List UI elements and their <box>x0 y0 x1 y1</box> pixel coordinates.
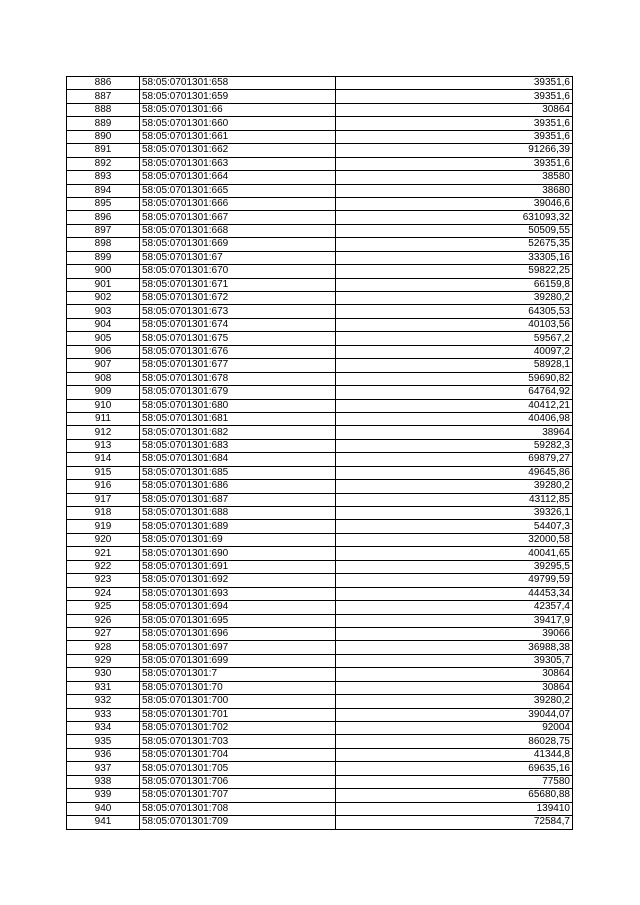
table-row <box>67 748 573 761</box>
table-row <box>67 399 573 412</box>
cadastral-number: 58:05:0701301:691 <box>140 560 336 573</box>
cadastral-number: 58:05:0701301:658 <box>140 77 336 90</box>
table-row <box>67 601 573 614</box>
table-row <box>67 533 573 546</box>
row-number: 891 <box>67 144 140 157</box>
table-row <box>67 802 573 815</box>
cadastral-value: 40097,2 <box>336 345 573 358</box>
row-number: 922 <box>67 560 140 573</box>
row-number: 926 <box>67 614 140 627</box>
row-number: 904 <box>67 318 140 331</box>
table-row <box>67 493 573 506</box>
table-row <box>67 386 573 399</box>
cadastral-value: 92004 <box>336 722 573 735</box>
row-number: 911 <box>67 412 140 425</box>
table-row <box>67 762 573 775</box>
table-row <box>67 332 573 345</box>
cadastral-value: 64305,53 <box>336 305 573 318</box>
cadastral-number: 58:05:0701301:684 <box>140 453 336 466</box>
cadastral-value: 39066 <box>336 627 573 640</box>
table-row <box>67 184 573 197</box>
row-number: 905 <box>67 332 140 345</box>
table-row <box>67 426 573 439</box>
cadastral-value: 39326,1 <box>336 507 573 520</box>
row-number: 901 <box>67 278 140 291</box>
table-row <box>67 265 573 278</box>
row-number: 886 <box>67 77 140 90</box>
cadastral-number: 58:05:0701301:688 <box>140 507 336 520</box>
cadastral-number: 58:05:0701301:680 <box>140 399 336 412</box>
cadastral-number: 58:05:0701301:707 <box>140 789 336 802</box>
cadastral-number: 58:05:0701301:681 <box>140 412 336 425</box>
table-row <box>67 816 573 829</box>
cadastral-value: 64764,92 <box>336 386 573 399</box>
cadastral-number: 58:05:0701301:666 <box>140 197 336 210</box>
cadastral-value: 39046,6 <box>336 197 573 210</box>
table-row <box>67 211 573 224</box>
row-number: 921 <box>67 547 140 560</box>
cadastral-value: 39417,9 <box>336 614 573 627</box>
cadastral-value: 59567,2 <box>336 332 573 345</box>
table-row <box>67 695 573 708</box>
row-number: 931 <box>67 681 140 694</box>
table-row <box>67 251 573 264</box>
cadastral-number: 58:05:0701301:668 <box>140 224 336 237</box>
row-number: 934 <box>67 722 140 735</box>
row-number: 894 <box>67 184 140 197</box>
cadastral-number: 58:05:0701301:704 <box>140 748 336 761</box>
row-number: 927 <box>67 627 140 640</box>
row-number: 938 <box>67 775 140 788</box>
row-number: 887 <box>67 90 140 103</box>
row-number: 916 <box>67 480 140 493</box>
row-number: 889 <box>67 117 140 130</box>
row-number: 899 <box>67 251 140 264</box>
row-number: 918 <box>67 507 140 520</box>
table-row <box>67 453 573 466</box>
table-row <box>67 480 573 493</box>
cadastral-value: 49645,86 <box>336 466 573 479</box>
cadastral-value: 69635,16 <box>336 762 573 775</box>
cadastral-number: 58:05:0701301:70 <box>140 681 336 694</box>
cadastral-value: 43112,85 <box>336 493 573 506</box>
cadastral-table-body <box>67 77 573 830</box>
cadastral-number: 58:05:0701301:694 <box>140 601 336 614</box>
table-row <box>67 507 573 520</box>
table-row <box>67 372 573 385</box>
cadastral-value: 58928,1 <box>336 359 573 372</box>
cadastral-value: 77580 <box>336 775 573 788</box>
cadastral-value: 39305,7 <box>336 654 573 667</box>
cadastral-table <box>66 76 573 830</box>
cadastral-number: 58:05:0701301:692 <box>140 574 336 587</box>
table-row <box>67 171 573 184</box>
cadastral-value: 91266,39 <box>336 144 573 157</box>
cadastral-value: 42357,4 <box>336 601 573 614</box>
cadastral-number: 58:05:0701301:690 <box>140 547 336 560</box>
row-number: 907 <box>67 359 140 372</box>
row-number: 936 <box>67 748 140 761</box>
cadastral-number: 58:05:0701301:673 <box>140 305 336 318</box>
row-number: 893 <box>67 171 140 184</box>
cadastral-number: 58:05:0701301:665 <box>140 184 336 197</box>
cadastral-number: 58:05:0701301:687 <box>140 493 336 506</box>
cadastral-number: 58:05:0701301:674 <box>140 318 336 331</box>
table-row <box>67 775 573 788</box>
cadastral-number: 58:05:0701301:662 <box>140 144 336 157</box>
cadastral-number: 58:05:0701301:683 <box>140 439 336 452</box>
cadastral-number: 58:05:0701301:703 <box>140 735 336 748</box>
table-row <box>67 466 573 479</box>
cadastral-value: 39044,07 <box>336 708 573 721</box>
cadastral-value: 40041,65 <box>336 547 573 560</box>
cadastral-number: 58:05:0701301:699 <box>140 654 336 667</box>
table-row <box>67 439 573 452</box>
cadastral-value: 39280,2 <box>336 480 573 493</box>
cadastral-number: 58:05:0701301:677 <box>140 359 336 372</box>
cadastral-number: 58:05:0701301:659 <box>140 90 336 103</box>
table-row <box>67 318 573 331</box>
cadastral-value: 39295,5 <box>336 560 573 573</box>
row-number: 928 <box>67 641 140 654</box>
row-number: 923 <box>67 574 140 587</box>
table-row <box>67 654 573 667</box>
cadastral-value: 139410 <box>336 802 573 815</box>
cadastral-value: 36988,38 <box>336 641 573 654</box>
table-row <box>67 144 573 157</box>
row-number: 915 <box>67 466 140 479</box>
table-row <box>67 722 573 735</box>
row-number: 903 <box>67 305 140 318</box>
cadastral-number: 58:05:0701301:693 <box>140 587 336 600</box>
table-row <box>67 668 573 681</box>
cadastral-number: 58:05:0701301:695 <box>140 614 336 627</box>
table-row <box>67 197 573 210</box>
cadastral-number: 58:05:0701301:660 <box>140 117 336 130</box>
table-row <box>67 547 573 560</box>
cadastral-value: 33305,16 <box>336 251 573 264</box>
table-row <box>67 735 573 748</box>
table-row <box>67 130 573 143</box>
row-number: 914 <box>67 453 140 466</box>
cadastral-value: 39351,6 <box>336 90 573 103</box>
row-number: 895 <box>67 197 140 210</box>
row-number: 902 <box>67 292 140 305</box>
cadastral-number: 58:05:0701301:672 <box>140 292 336 305</box>
cadastral-value: 39351,6 <box>336 130 573 143</box>
cadastral-value: 38580 <box>336 171 573 184</box>
row-number: 939 <box>67 789 140 802</box>
cadastral-value: 41344,8 <box>336 748 573 761</box>
table-row <box>67 681 573 694</box>
cadastral-number: 58:05:0701301:700 <box>140 695 336 708</box>
row-number: 924 <box>67 587 140 600</box>
row-number: 890 <box>67 130 140 143</box>
cadastral-value: 50509,55 <box>336 224 573 237</box>
row-number: 932 <box>67 695 140 708</box>
row-number: 937 <box>67 762 140 775</box>
row-number: 933 <box>67 708 140 721</box>
cadastral-value: 59690,82 <box>336 372 573 385</box>
cadastral-number: 58:05:0701301:663 <box>140 157 336 170</box>
cadastral-number: 58:05:0701301:667 <box>140 211 336 224</box>
table-row <box>67 412 573 425</box>
row-number: 898 <box>67 238 140 251</box>
cadastral-value: 54407,3 <box>336 520 573 533</box>
cadastral-number: 58:05:0701301:669 <box>140 238 336 251</box>
table-row <box>67 90 573 103</box>
cadastral-value: 39280,2 <box>336 695 573 708</box>
row-number: 888 <box>67 103 140 116</box>
row-number: 929 <box>67 654 140 667</box>
cadastral-value: 39351,6 <box>336 157 573 170</box>
cadastral-number: 58:05:0701301:676 <box>140 345 336 358</box>
cadastral-value: 69879,27 <box>336 453 573 466</box>
cadastral-value: 30864 <box>336 668 573 681</box>
cadastral-value: 39351,6 <box>336 77 573 90</box>
table-row <box>67 359 573 372</box>
cadastral-value: 40412,21 <box>336 399 573 412</box>
table-row <box>67 345 573 358</box>
row-number: 896 <box>67 211 140 224</box>
table-row <box>67 292 573 305</box>
row-number: 906 <box>67 345 140 358</box>
cadastral-number: 58:05:0701301:697 <box>140 641 336 654</box>
cadastral-number: 58:05:0701301:66 <box>140 103 336 116</box>
cadastral-value: 66159,8 <box>336 278 573 291</box>
row-number: 913 <box>67 439 140 452</box>
table-row <box>67 157 573 170</box>
table-row <box>67 278 573 291</box>
cadastral-number: 58:05:0701301:679 <box>140 386 336 399</box>
cadastral-value: 72584,7 <box>336 816 573 829</box>
row-number: 908 <box>67 372 140 385</box>
row-number: 940 <box>67 802 140 815</box>
cadastral-value: 30864 <box>336 103 573 116</box>
cadastral-value: 39280,2 <box>336 292 573 305</box>
cadastral-value: 44453,34 <box>336 587 573 600</box>
table-row <box>67 789 573 802</box>
cadastral-number: 58:05:0701301:696 <box>140 627 336 640</box>
row-number: 909 <box>67 386 140 399</box>
table-row <box>67 587 573 600</box>
cadastral-value: 40406,98 <box>336 412 573 425</box>
table-row <box>67 238 573 251</box>
cadastral-value: 86028,75 <box>336 735 573 748</box>
cadastral-number: 58:05:0701301:708 <box>140 802 336 815</box>
cadastral-value: 32000,58 <box>336 533 573 546</box>
table-row <box>67 224 573 237</box>
table-row <box>67 305 573 318</box>
table-row <box>67 77 573 90</box>
cadastral-number: 58:05:0701301:671 <box>140 278 336 291</box>
row-number: 897 <box>67 224 140 237</box>
cadastral-number: 58:05:0701301:69 <box>140 533 336 546</box>
row-number: 900 <box>67 265 140 278</box>
cadastral-number: 58:05:0701301:67 <box>140 251 336 264</box>
cadastral-number: 58:05:0701301:675 <box>140 332 336 345</box>
cadastral-number: 58:05:0701301:702 <box>140 722 336 735</box>
cadastral-number: 58:05:0701301:678 <box>140 372 336 385</box>
table-row <box>67 627 573 640</box>
cadastral-value: 38680 <box>336 184 573 197</box>
cadastral-number: 58:05:0701301:682 <box>140 426 336 439</box>
row-number: 935 <box>67 735 140 748</box>
row-number: 941 <box>67 816 140 829</box>
table-row <box>67 574 573 587</box>
table-row <box>67 103 573 116</box>
table-row <box>67 117 573 130</box>
cadastral-number: 58:05:0701301:670 <box>140 265 336 278</box>
table-row <box>67 708 573 721</box>
row-number: 917 <box>67 493 140 506</box>
cadastral-number: 58:05:0701301:705 <box>140 762 336 775</box>
cadastral-number: 58:05:0701301:685 <box>140 466 336 479</box>
cadastral-value: 39351,6 <box>336 117 573 130</box>
table-row <box>67 520 573 533</box>
cadastral-number: 58:05:0701301:686 <box>140 480 336 493</box>
cadastral-value: 30864 <box>336 681 573 694</box>
row-number: 930 <box>67 668 140 681</box>
cadastral-number: 58:05:0701301:689 <box>140 520 336 533</box>
cadastral-value: 59282,3 <box>336 439 573 452</box>
row-number: 892 <box>67 157 140 170</box>
row-number: 910 <box>67 399 140 412</box>
cadastral-value: 65680,88 <box>336 789 573 802</box>
cadastral-number: 58:05:0701301:7 <box>140 668 336 681</box>
table-row <box>67 641 573 654</box>
table-row <box>67 614 573 627</box>
cadastral-number: 58:05:0701301:661 <box>140 130 336 143</box>
row-number: 920 <box>67 533 140 546</box>
cadastral-value: 52675,35 <box>336 238 573 251</box>
cadastral-number: 58:05:0701301:664 <box>140 171 336 184</box>
cadastral-number: 58:05:0701301:709 <box>140 816 336 829</box>
cadastral-number: 58:05:0701301:706 <box>140 775 336 788</box>
row-number: 919 <box>67 520 140 533</box>
row-number: 912 <box>67 426 140 439</box>
row-number: 925 <box>67 601 140 614</box>
cadastral-value: 49799,59 <box>336 574 573 587</box>
cadastral-number: 58:05:0701301:701 <box>140 708 336 721</box>
cadastral-value: 631093,32 <box>336 211 573 224</box>
cadastral-value: 40103,56 <box>336 318 573 331</box>
cadastral-value: 38964 <box>336 426 573 439</box>
table-row <box>67 560 573 573</box>
cadastral-value: 59822,25 <box>336 265 573 278</box>
